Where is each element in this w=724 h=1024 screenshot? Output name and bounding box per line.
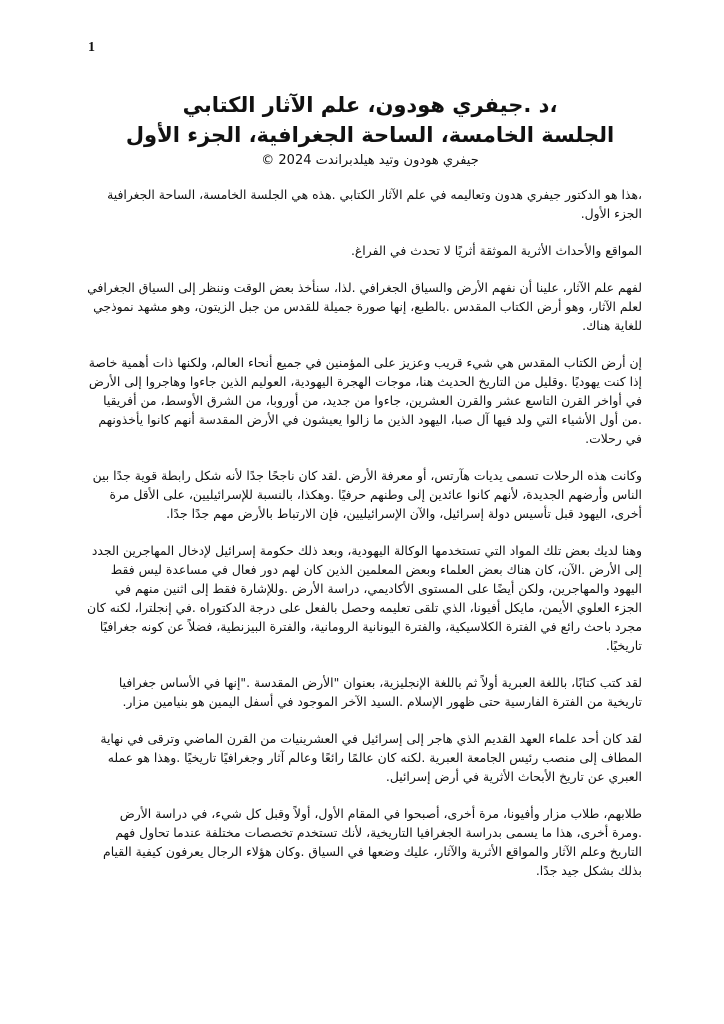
document-body — [86, 185, 642, 898]
paragraph: لقد كتب كتابًا، باللغة العبرية أولاً ثم باللغة الإنجليزية، بعنوان "الأرض المقدسة ."إنها في الأساس جغرافيا تاريخية من الفترة الفارسية حتى ظهور الإسلام .السيد الآخر الموجود في أسفل اليمين هو بنيامين مزار. — [118, 675, 642, 709]
document-subtitle: الجلسة الخامسة، الساحة الجغرافية، الجزء الأول — [125, 123, 615, 147]
paragraph: إن أرض الكتاب المقدس هي شيء قريب وعزيز على المؤمنين في جميع أنحاء العالم، ولكنها ذات أهمية خاصة إذا كنت يهوديًا .وقليل من التاريخ الحديث هنا، موجات الهجرة اليهودية، العوليم الذين جاءوا وهاجروا إلى الأرض في أواخر القرن التاسع عشر والقرن العشرين، جاءوا من جديد، من أوروبا، من الشرق الأوسط، من أفريقيا .من أول الأشياء التي ولد فيها آل صبا، اليهود الذين ما زالوا يعيشون في الأرض المقدسة أنهم كانوا يأخذونهم في رحلات. — [88, 355, 642, 446]
document-title: ،د .جيفري هودون، علم الآثار الكتابي — [182, 93, 558, 117]
paragraph: لقد كان أحد علماء العهد القديم الذي هاجر إلى إسرائيل في العشرينيات من القرن الماضي وترقى في نهاية المطاف إلى منصب رئيس الجامعة العبرية .لكنه كان عالمًا رائعًا وعالم آثار وجغرافيًا تاريخيًا .وهذا هو عمله العبري عن تاريخ الأبحاث الأثرية في أرض إسرائيل. — [100, 731, 642, 784]
paragraph: وكانت هذه الرحلات تسمى يديات هآرتس، أو معرفة الأرض .لقد كان ناجحًا جدًا لأنه شكل رابطة قوية جدًا بين الناس وأرضهم الجديدة، لأنهم كانوا عائدين إلى وطنهم حرفيًا .وهكذا، بالنسبة للإسرائيليين، على الأقل مرة أخرى، اليهود قبل تأسيس دولة إسرائيل، والآن الإسرائيليين، فإن الارتباط بالأرض مهم جدًا جدًا. — [92, 468, 642, 521]
paragraph: طلابهم، طلاب مزار وأفيونا، مرة أخرى، أصبحوا في المقام الأول، أولاً وقبل كل شيء، في دراسة الأرض .ومرة أخرى، هذا ما يسمى بدراسة الجغرافيا التاريخية، لأنك تستخدم تخصصات مختلفة عندما تحاول فهم التاريخ وعلم الآثار والمواقع الأثرية والآثار، عليك وضعها في السياق .وكان هؤلاء الرجال يعرفون كيفية القيام بذلك بشكل جيد جدًا. — [103, 806, 642, 878]
copyright-line: جيفري هودون وتيد هيلدبراندت 2024 © — [261, 153, 479, 168]
paragraph: المواقع والأحداث الأثرية الموثقة أثريًا لا تحدث في الفراغ. — [350, 243, 642, 258]
document-header — [80, 90, 660, 172]
paragraph: لفهم علم الآثار، علينا أن نفهم الأرض والسياق الجغرافي .لذا، سنأخذ بعض الوقت وننظر إلى السياق الجغرافي لعلم الآثار، وهو أرض الكتاب المقدس .بالطبع، إنها صورة جميلة للقدس من جبل الزيتون، وهو مشهد نموذجي للغاية هناك. — [87, 280, 642, 333]
paragraph: ،هذا هو الدكتور جيفري هدون وتعاليمه في علم الآثار الكتابي .هذه هي الجلسة الخامسة، الساحة الجغرافية الجزء الأول. — [107, 187, 642, 221]
paragraph: وهنا لديك بعض تلك المواد التي تستخدمها الوكالة اليهودية، وبعد ذلك حكومة إسرائيل لإدخال المهاجرين الجدد إلى الأرض .الآن، كان هناك بعض العلماء وبعض المعلمين الذين كان لهم دور فعال في مساعدة ليس فقط اليهود والمهاجرين، ولكن أيضًا على المستوى الأكاديمي، دراسة الأرض .وللإشارة فقط إلى اثنين منهم في الجزء العلوي الأيمن، مايكل أفيونا، الذي تلقى تعليمه وحصل بالفعل على درجة الدكتوراه .في إنجلترا، لكنه كان مجرد باحث رائع في الفترة الكلاسيكية، والفترة اليونانية الرومانية، والفترة البيزنطية، فضلاً عن كونه جغرافيًا تاريخيًا. — [87, 543, 642, 653]
page-number: 1 — [88, 40, 95, 55]
